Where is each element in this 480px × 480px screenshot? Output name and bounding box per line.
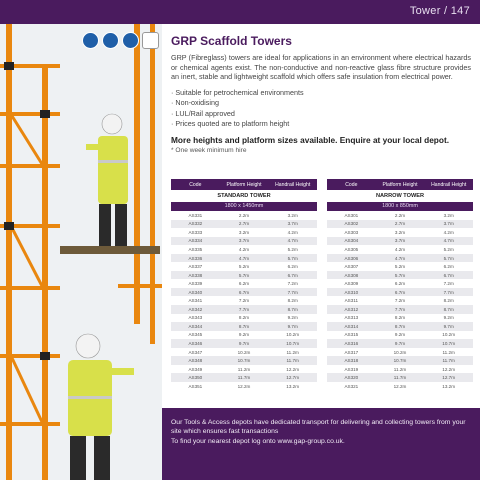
table-header bbox=[327, 179, 473, 190]
cell-handrail-height: 12.7m bbox=[442, 375, 456, 381]
feature-item: · Prices quoted are to platform height bbox=[171, 119, 471, 130]
cell-platform-height: 4.2m bbox=[394, 246, 406, 252]
cell-handrail-height: 9.2m bbox=[287, 315, 298, 321]
cell-code: AS332 bbox=[188, 221, 203, 227]
cell-handrail-height: 11.7m bbox=[442, 358, 455, 364]
cell-code: AS302 bbox=[344, 221, 359, 227]
hard-hat-icon bbox=[82, 32, 99, 49]
cell-code: AS350 bbox=[188, 375, 203, 381]
narrow-tower-table bbox=[327, 179, 473, 390]
table-row bbox=[171, 348, 317, 357]
table-title: NARROW TOWER bbox=[375, 193, 425, 199]
cell-platform-height: 6.7m bbox=[238, 289, 250, 295]
cell-handrail-height: 13.2m bbox=[286, 383, 300, 389]
warning-sign-icon bbox=[142, 32, 159, 49]
cell-handrail-height: 10.2m bbox=[442, 332, 456, 338]
table-row bbox=[171, 373, 317, 382]
table-row bbox=[327, 211, 473, 220]
cell-platform-height: 5.7m bbox=[238, 272, 250, 278]
cell-platform-height: 2.7m bbox=[238, 221, 250, 227]
cell-code: AS320 bbox=[344, 375, 359, 381]
cell-platform-height: 8.7m bbox=[238, 323, 250, 329]
cell-code: AS337 bbox=[188, 264, 203, 270]
table-row bbox=[171, 288, 317, 297]
cell-platform-height: 3.7m bbox=[238, 238, 250, 244]
cell-platform-height: 8.2m bbox=[394, 315, 406, 321]
cell-code: AS304 bbox=[344, 238, 359, 244]
cell-code: AS307 bbox=[344, 264, 359, 270]
cell-platform-height: 10.7m bbox=[237, 358, 251, 364]
cell-platform-height: 11.7m bbox=[393, 375, 407, 381]
top-bar bbox=[0, 0, 480, 24]
table-row bbox=[171, 254, 317, 263]
feature-item: · Non-oxidising bbox=[171, 98, 471, 109]
table-row bbox=[327, 254, 473, 263]
table-row bbox=[327, 220, 473, 229]
cell-platform-height: 12.2m bbox=[393, 383, 407, 389]
cell-handrail-height: 6.2m bbox=[287, 264, 298, 270]
cell-handrail-height: 13.2m bbox=[442, 383, 456, 389]
cell-platform-height: 10.7m bbox=[393, 358, 407, 364]
table-row bbox=[327, 382, 473, 391]
cell-code: AS321 bbox=[344, 383, 359, 389]
page-title: GRP Scaffold Towers bbox=[171, 34, 292, 48]
cell-handrail-height: 10.7m bbox=[286, 340, 300, 346]
cell-handrail-height: 12.2m bbox=[442, 366, 456, 372]
cell-platform-height: 5.2m bbox=[394, 264, 406, 270]
cell-platform-height: 3.2m bbox=[238, 229, 250, 235]
cell-handrail-height: 6.7m bbox=[443, 272, 454, 278]
cell-code: AS312 bbox=[344, 306, 359, 312]
cell-handrail-height: 4.2m bbox=[443, 229, 454, 235]
cell-handrail-height: 3.7m bbox=[287, 221, 298, 227]
cell-handrail-height: 8.7m bbox=[287, 306, 298, 312]
cell-code: AS311 bbox=[344, 298, 359, 304]
table-row bbox=[327, 348, 473, 357]
cell-platform-height: 8.2m bbox=[238, 315, 250, 321]
feature-item: · LUL/Rail approved bbox=[171, 109, 471, 120]
cell-handrail-height: 10.2m bbox=[286, 332, 300, 338]
cell-platform-height: 5.7m bbox=[394, 272, 406, 278]
table-row bbox=[327, 305, 473, 314]
cell-platform-height: 11.2m bbox=[237, 366, 251, 372]
cell-code: AS315 bbox=[344, 332, 359, 338]
footer-banner bbox=[162, 408, 480, 480]
cell-handrail-height: 9.2m bbox=[443, 315, 454, 321]
cell-handrail-height: 7.2m bbox=[287, 281, 298, 287]
table-row bbox=[171, 314, 317, 323]
cell-platform-height: 11.2m bbox=[393, 366, 407, 372]
cell-code: AS338 bbox=[188, 272, 203, 278]
cell-code: AS343 bbox=[188, 315, 203, 321]
col-code: Code bbox=[345, 181, 358, 188]
intro-paragraph: GRP (Fibreglass) towers are ideal for applications in an environment where electrical hazards or chemical agents exist. The non-conductive and non-reactive glass fibre structure provides an inert, stable and lightweight scaffold which offers safe insulation from electrical power. bbox=[171, 53, 471, 82]
cell-code: AS351 bbox=[188, 383, 203, 389]
cell-handrail-height: 7.7m bbox=[287, 289, 298, 295]
table-row bbox=[171, 339, 317, 348]
cell-handrail-height: 3.2m bbox=[287, 212, 298, 218]
cell-code: AS348 bbox=[188, 358, 203, 364]
table-row bbox=[171, 305, 317, 314]
cell-platform-height: 7.7m bbox=[238, 306, 250, 312]
table-size: 1800 x 850mm bbox=[327, 202, 473, 211]
table-row bbox=[171, 365, 317, 374]
cell-handrail-height: 4.7m bbox=[443, 238, 454, 244]
cell-platform-height: 5.2m bbox=[238, 264, 250, 270]
table-row bbox=[171, 220, 317, 229]
cell-code: AS345 bbox=[188, 332, 203, 338]
delivery-info: Our Tools & Access depots have dedicated transport for delivering and collecting towers from your site which ensures fast transactions bbox=[171, 419, 466, 435]
table-row bbox=[171, 279, 317, 288]
tower-photo bbox=[0, 24, 162, 480]
feature-item: · Suitable for petrochemical environments bbox=[171, 88, 471, 99]
cell-handrail-height: 7.2m bbox=[443, 281, 454, 287]
cell-handrail-height: 8.7m bbox=[443, 306, 454, 312]
cell-code: AS341 bbox=[188, 298, 203, 304]
cell-platform-height: 3.7m bbox=[394, 238, 406, 244]
cell-platform-height: 4.7m bbox=[394, 255, 406, 261]
table-row bbox=[171, 262, 317, 271]
cell-code: AS306 bbox=[344, 255, 359, 261]
cell-platform-height: 9.2m bbox=[394, 332, 406, 338]
cell-handrail-height: 8.2m bbox=[287, 298, 298, 304]
cell-handrail-height: 5.7m bbox=[443, 255, 454, 261]
cell-handrail-height: 3.7m bbox=[443, 221, 454, 227]
cell-code: AS303 bbox=[344, 229, 359, 235]
cell-handrail-height: 8.2m bbox=[443, 298, 454, 304]
table-row bbox=[327, 296, 473, 305]
enquiry-subheading: More heights and platform sizes available. Enquire at your local depot. bbox=[171, 134, 450, 145]
cell-handrail-height: 7.7m bbox=[443, 289, 454, 295]
price-tables bbox=[171, 179, 473, 390]
cell-code: AS301 bbox=[344, 212, 359, 218]
cell-platform-height: 2.7m bbox=[394, 221, 406, 227]
table-row bbox=[327, 262, 473, 271]
table-title: STANDARD TOWER bbox=[217, 193, 271, 199]
cell-handrail-height: 9.7m bbox=[287, 323, 298, 329]
col-platform-height: Platform Height bbox=[382, 181, 418, 188]
cell-code: AS308 bbox=[344, 272, 359, 278]
cell-code: AS336 bbox=[188, 255, 203, 261]
table-row bbox=[327, 245, 473, 254]
cell-handrail-height: 4.7m bbox=[287, 238, 298, 244]
cell-platform-height: 9.2m bbox=[238, 332, 250, 338]
table-row bbox=[327, 339, 473, 348]
cell-code: AS309 bbox=[344, 281, 359, 287]
table-header bbox=[171, 179, 317, 190]
table-row bbox=[171, 322, 317, 331]
cell-platform-height: 10.2m bbox=[237, 349, 251, 355]
table-row bbox=[327, 237, 473, 246]
table-row bbox=[327, 331, 473, 340]
cell-platform-height: 4.7m bbox=[238, 255, 250, 261]
standard-tower-table bbox=[171, 179, 317, 390]
table-row bbox=[171, 228, 317, 237]
workers-on-tower-illustration bbox=[0, 24, 162, 480]
cell-platform-height: 2.2m bbox=[394, 212, 406, 218]
page-label: Tower / 147 bbox=[409, 5, 470, 17]
table-row bbox=[327, 279, 473, 288]
cell-code: AS313 bbox=[344, 315, 359, 321]
cell-code: AS318 bbox=[344, 358, 359, 364]
hire-note: * One week minimum hire bbox=[171, 146, 247, 154]
table-row bbox=[171, 271, 317, 280]
product-description bbox=[171, 34, 471, 154]
table-row bbox=[327, 314, 473, 323]
table-row bbox=[171, 296, 317, 305]
cell-handrail-height: 6.2m bbox=[443, 264, 454, 270]
col-handrail-height: Handrail Height bbox=[275, 181, 311, 188]
cell-handrail-height: 4.2m bbox=[287, 229, 298, 235]
cell-code: AS334 bbox=[188, 238, 203, 244]
cell-platform-height: 10.2m bbox=[393, 349, 407, 355]
feature-list bbox=[171, 88, 471, 130]
gloves-icon bbox=[122, 32, 139, 49]
table-row bbox=[171, 331, 317, 340]
cell-code: AS342 bbox=[188, 306, 203, 312]
cell-platform-height: 8.7m bbox=[394, 323, 406, 329]
cell-platform-height: 2.2m bbox=[238, 212, 250, 218]
cell-platform-height: 6.2m bbox=[394, 281, 406, 287]
cell-platform-height: 6.2m bbox=[238, 281, 250, 287]
cell-handrail-height: 12.2m bbox=[286, 366, 300, 372]
cell-code: AS314 bbox=[344, 323, 359, 329]
cell-code: AS346 bbox=[188, 340, 203, 346]
col-platform-height: Platform Height bbox=[226, 181, 262, 188]
cell-platform-height: 7.2m bbox=[238, 298, 250, 304]
cell-code: AS349 bbox=[188, 366, 203, 372]
cell-handrail-height: 6.7m bbox=[287, 272, 298, 278]
cell-platform-height: 9.7m bbox=[394, 340, 406, 346]
cell-handrail-height: 5.7m bbox=[287, 255, 298, 261]
cell-platform-height: 11.7m bbox=[237, 375, 251, 381]
table-row bbox=[327, 288, 473, 297]
cell-handrail-height: 11.2m bbox=[286, 349, 299, 355]
table-row bbox=[327, 373, 473, 382]
cell-platform-height: 4.2m bbox=[238, 246, 250, 252]
cell-code: AS335 bbox=[188, 246, 203, 252]
cell-handrail-height: 5.2m bbox=[443, 246, 454, 252]
cell-code: AS319 bbox=[344, 366, 359, 372]
table-row bbox=[171, 237, 317, 246]
table-row bbox=[171, 211, 317, 220]
cell-platform-height: 7.7m bbox=[394, 306, 406, 312]
cell-code: AS305 bbox=[344, 246, 359, 252]
cell-handrail-height: 3.2m bbox=[443, 212, 454, 218]
cell-handrail-height: 5.2m bbox=[287, 246, 298, 252]
cell-code: AS347 bbox=[188, 349, 203, 355]
cell-handrail-height: 11.7m bbox=[286, 358, 299, 364]
table-row bbox=[327, 365, 473, 374]
harness-icon bbox=[102, 32, 119, 49]
cell-code: AS333 bbox=[188, 229, 203, 235]
cell-code: AS317 bbox=[344, 349, 359, 355]
cell-platform-height: 3.2m bbox=[394, 229, 406, 235]
cell-platform-height: 12.2m bbox=[237, 383, 251, 389]
cell-code: AS340 bbox=[188, 289, 203, 295]
table-row bbox=[171, 356, 317, 365]
cell-handrail-height: 9.7m bbox=[443, 323, 454, 329]
cell-code: AS331 bbox=[188, 212, 203, 218]
cell-handrail-height: 10.7m bbox=[442, 340, 456, 346]
cell-handrail-height: 11.2m bbox=[442, 349, 455, 355]
table-row bbox=[327, 271, 473, 280]
safety-icons bbox=[82, 32, 159, 49]
cell-platform-height: 6.7m bbox=[394, 289, 406, 295]
cell-code: AS339 bbox=[188, 281, 203, 287]
cell-code: AS310 bbox=[344, 289, 359, 295]
cell-platform-height: 9.7m bbox=[238, 340, 250, 346]
table-row bbox=[171, 382, 317, 391]
cell-code: AS344 bbox=[188, 323, 203, 329]
table-row bbox=[327, 356, 473, 365]
table-size: 1800 x 1450mm bbox=[171, 202, 317, 211]
cell-code: AS316 bbox=[344, 340, 359, 346]
table-row bbox=[327, 228, 473, 237]
table-row bbox=[327, 322, 473, 331]
col-handrail-height: Handrail Height bbox=[431, 181, 467, 188]
cell-handrail-height: 12.7m bbox=[286, 375, 300, 381]
cell-platform-height: 7.2m bbox=[394, 298, 406, 304]
col-code: Code bbox=[189, 181, 202, 188]
depot-link-text: To find your nearest depot log onto www.gap-group.co.uk. bbox=[171, 438, 345, 445]
table-row bbox=[171, 245, 317, 254]
